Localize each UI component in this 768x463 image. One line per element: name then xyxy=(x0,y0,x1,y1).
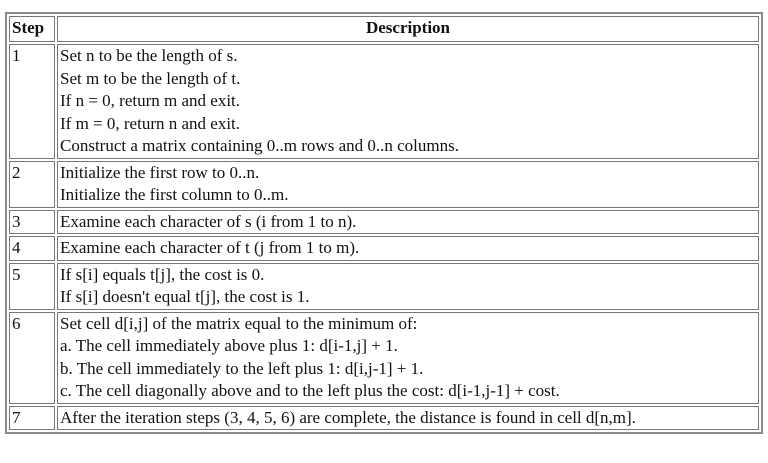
description-line: After the iteration steps (3, 4, 5, 6) are complete, the distance is found in cell d[n,m]. xyxy=(60,407,636,427)
step-number: 6 xyxy=(9,312,55,404)
step-number: 4 xyxy=(9,236,55,261)
step-description xyxy=(57,406,759,431)
step-description xyxy=(57,44,759,159)
description-line: If s[i] doesn't equal t[j], the cost is 1. xyxy=(60,287,310,306)
step-description xyxy=(57,263,759,310)
description-line: Initialize the first row to 0..n. xyxy=(60,162,260,182)
description-line: Examine each character of s (i from 1 to n). xyxy=(60,211,357,231)
step-number: 7 xyxy=(9,406,55,431)
description-line: If m = 0, return n and exit. xyxy=(60,113,241,133)
description-line: If n = 0, return m and exit. xyxy=(60,91,241,110)
description-line: Set m to be the length of t. xyxy=(60,68,241,88)
table-row xyxy=(9,210,759,235)
description-line: Construct a matrix containing 0..m rows and 0..n columns. xyxy=(60,136,459,155)
step-number: 2 xyxy=(9,161,55,208)
step-description xyxy=(57,161,759,208)
table-row xyxy=(9,312,759,404)
table-row xyxy=(9,263,759,310)
step-number: 5 xyxy=(9,263,55,310)
step-header: Step xyxy=(9,16,55,42)
description-line: c. The cell diagonally above and to the left plus the cost: d[i-1,j-1] + cost. xyxy=(60,381,560,400)
header-row xyxy=(9,16,759,42)
step-description xyxy=(57,236,759,261)
step-description xyxy=(57,210,759,235)
description-line: Set n to be the length of s. xyxy=(60,46,238,65)
description-header: Description xyxy=(57,16,759,42)
table-row xyxy=(9,406,759,431)
step-number: 1 xyxy=(9,44,55,159)
description-line: If s[i] equals t[j], the cost is 0. xyxy=(60,264,265,284)
description-line: Initialize the first column to 0..m. xyxy=(60,185,289,204)
description-line: b. The cell immediately to the left plus 1: d[i,j-1] + 1. xyxy=(60,358,424,378)
description-line: Examine each character of t (j from 1 to m). xyxy=(60,238,360,257)
description-line: Set cell d[i,j] of the matrix equal to the minimum of: xyxy=(60,313,418,333)
table-row xyxy=(9,161,759,208)
step-number: 3 xyxy=(9,210,55,235)
description-line: a. The cell immediately above plus 1: d[i-1,j] + 1. xyxy=(60,336,398,355)
step-description xyxy=(57,312,759,404)
algorithm-steps-table xyxy=(5,12,763,434)
table-row xyxy=(9,44,759,159)
table-row xyxy=(9,236,759,261)
